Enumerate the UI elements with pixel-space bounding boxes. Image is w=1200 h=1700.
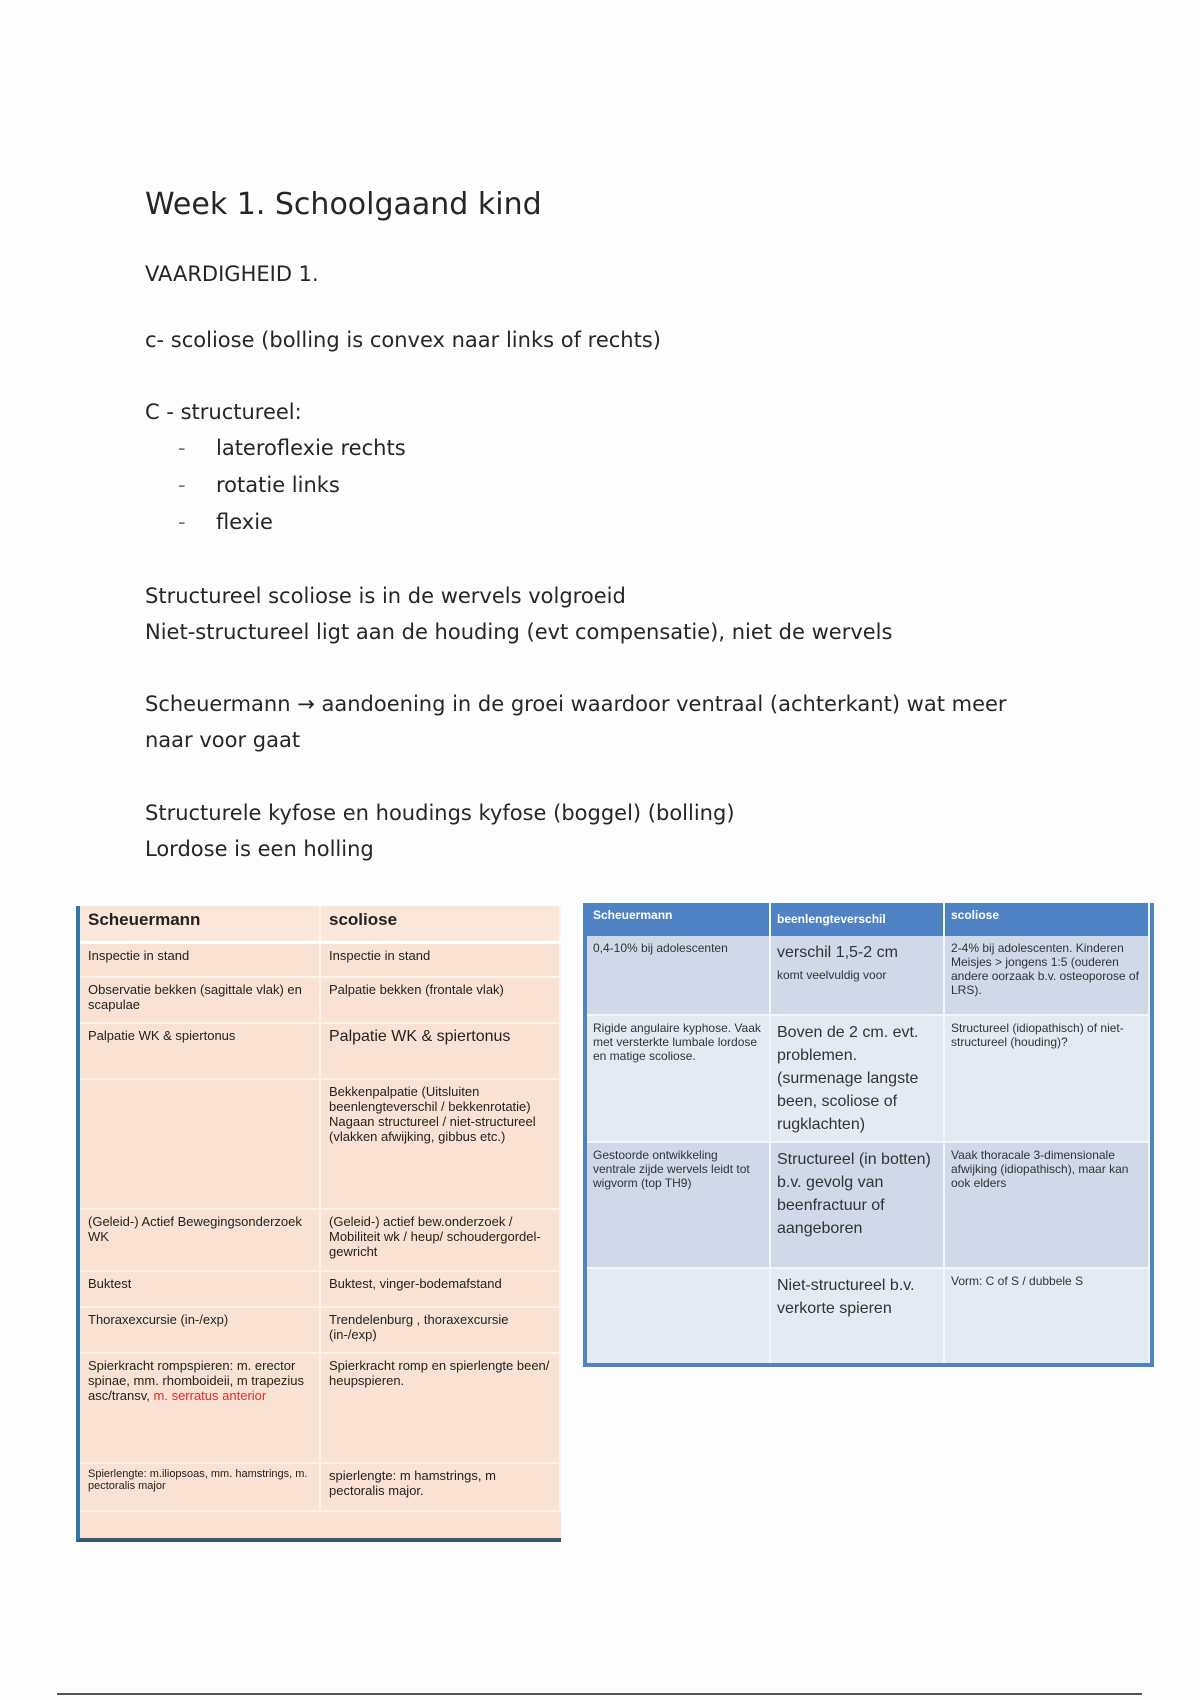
table-cell: Spierkracht romp en spierlengte been/ heupspieren.	[320, 1353, 560, 1463]
table-cell: Structureel (in botten) b.v. gevolg van beenfractuur of aangeboren	[770, 1142, 944, 1268]
highlight-text: m. serratus anterior	[153, 1387, 267, 1403]
bullet-marker: -	[178, 473, 186, 497]
table-cell	[587, 1268, 770, 1367]
kyfose-text-2: Lordose is een holling	[145, 837, 374, 861]
table-cell: Observatie bekken (sagittale vlak) en scapulae	[80, 977, 320, 1023]
table-cell: Inspectie in stand	[320, 943, 560, 977]
cell-line: Bekkenpalpatie (Uitsluiten beenlengteverschil / bekkenrotatie)	[329, 1083, 531, 1114]
table-header-row	[80, 906, 560, 943]
table-row	[587, 1015, 1149, 1142]
table-row	[80, 1023, 560, 1079]
table-cell: Niet-structureel b.v. verkorte spieren	[770, 1268, 944, 1367]
table-row	[80, 1271, 560, 1307]
table-cell: (Geleid-) Actief Bewegingsonderzoek WK	[80, 1209, 320, 1271]
table-cell: 2-4% bij adolescenten. Kinderen Meisjes > jongens 1:5 (ouderen andere oorzaak b.v. osteoporose of LRS).	[944, 936, 1149, 1015]
header-cell: Scheuermann	[80, 906, 320, 943]
table-row	[80, 977, 560, 1023]
cell-text: verschil 1,5-2 cm	[777, 944, 898, 961]
header-cell: Scheuermann	[587, 903, 770, 936]
table-cell: Structureel (idiopathisch) of niet-structureel (houding)?	[944, 1015, 1149, 1142]
header-cell: beenlengteverschil	[770, 903, 944, 936]
cell-text: Spierkracht rompspieren: m. erector spinae, mm. rhomboideii, m trapezius asc/transv,	[88, 1357, 305, 1403]
table-cell	[770, 936, 944, 1015]
table-cell: Spierlengte: m.iliopsoas, mm. hamstrings, m. pectoralis major	[80, 1463, 320, 1511]
c-structureel-text: C - structureel:	[145, 400, 302, 424]
table-cell: Boven de 2 cm. evt. problemen. (surmenage langste been, scoliose of rugklachten)	[770, 1015, 944, 1142]
right-comparison-table	[583, 903, 1154, 1367]
header-cell: scoliose	[320, 906, 560, 943]
bullet-item	[145, 504, 406, 541]
table-cell: Palpatie WK & spiertonus	[320, 1023, 560, 1079]
table-row	[80, 1353, 560, 1463]
vaardigheid-heading: VAARDIGHEID 1.	[145, 262, 319, 286]
table-cell	[80, 1079, 320, 1209]
bullet-item	[145, 430, 406, 467]
table-row	[587, 1142, 1149, 1268]
page-title: Week 1. Schoolgaand kind	[145, 187, 542, 222]
bullet-item	[145, 467, 406, 504]
bullet-text: rotatie links	[216, 473, 340, 497]
kyfose-text-1: Structurele kyfose en houdings kyfose (boggel) (bolling)	[145, 801, 735, 825]
header-cell: scoliose	[944, 903, 1149, 936]
bullet-marker: -	[178, 510, 186, 534]
table-cell: spierlengte: m hamstrings, m pectoralis major.	[320, 1463, 560, 1511]
table-cell: Palpatie bekken (frontale vlak)	[320, 977, 560, 1023]
table-cell: Rigide angulaire kyphose. Vaak met versterkte lumbale lordose en matige scoliose.	[587, 1015, 770, 1142]
bullet-marker: -	[178, 436, 186, 460]
table-cell: Thoraxexcursie (in-/exp)	[80, 1307, 320, 1353]
table-cell: Gestoorde ontwikkeling ventrale zijde wervels leidt tot wigvorm (top TH9)	[587, 1142, 770, 1268]
table-cell	[80, 1353, 320, 1463]
cell-line: Nagaan structureel / niet-structureel (vlakken afwijking, gibbus etc.)	[329, 1113, 536, 1144]
cell-subtext: komt veelvuldig voor	[777, 968, 887, 982]
bullet-text: lateroflexie rechts	[216, 436, 406, 460]
table-cell: Buktest	[80, 1271, 320, 1307]
left-comparison-table	[76, 906, 561, 1542]
table-cell	[320, 1079, 560, 1209]
table-row	[80, 1463, 560, 1511]
table-header-row	[587, 903, 1149, 936]
table-cell: Trendelenburg , thoraxexcursie (in-/exp)	[320, 1307, 560, 1353]
table-cell: Vorm: C of S / dubbele S	[944, 1268, 1149, 1367]
c-scoliose-text: c- scoliose (bolling is convex naar links of rechts)	[145, 328, 661, 352]
scheuermann-text-1: Scheuermann → aandoening in de groei waardoor ventraal (achterkant) wat meer	[145, 692, 1007, 716]
table-cell: (Geleid-) actief bew.onderzoek / Mobiliteit wk / heup/ schoudergordel-gewricht	[320, 1209, 560, 1271]
bullet-text: flexie	[216, 510, 273, 534]
table-row	[80, 1079, 560, 1209]
scheuermann-text-2: naar voor gaat	[145, 728, 301, 752]
structureel-bullet-list	[145, 430, 406, 541]
table-cell: Vaak thoracale 3-dimensionale afwijking (idiopathisch), maar kan ook elders	[944, 1142, 1149, 1268]
table-row	[587, 1268, 1149, 1367]
table-cell: Palpatie WK & spiertonus	[80, 1023, 320, 1079]
table-cell: 0,4-10% bij adolescenten	[587, 936, 770, 1015]
structureel-text-1: Structureel scoliose is in de wervels volgroeid	[145, 584, 626, 608]
table-row	[587, 936, 1149, 1015]
page-divider	[57, 1693, 1142, 1695]
table-cell: Inspectie in stand	[80, 943, 320, 977]
structureel-text-2: Niet-structureel ligt aan de houding (evt compensatie), niet de wervels	[145, 620, 893, 644]
table-cell: Buktest, vinger-bodemafstand	[320, 1271, 560, 1307]
table-row	[80, 1209, 560, 1271]
table-row	[80, 1307, 560, 1353]
table-row	[80, 943, 560, 977]
